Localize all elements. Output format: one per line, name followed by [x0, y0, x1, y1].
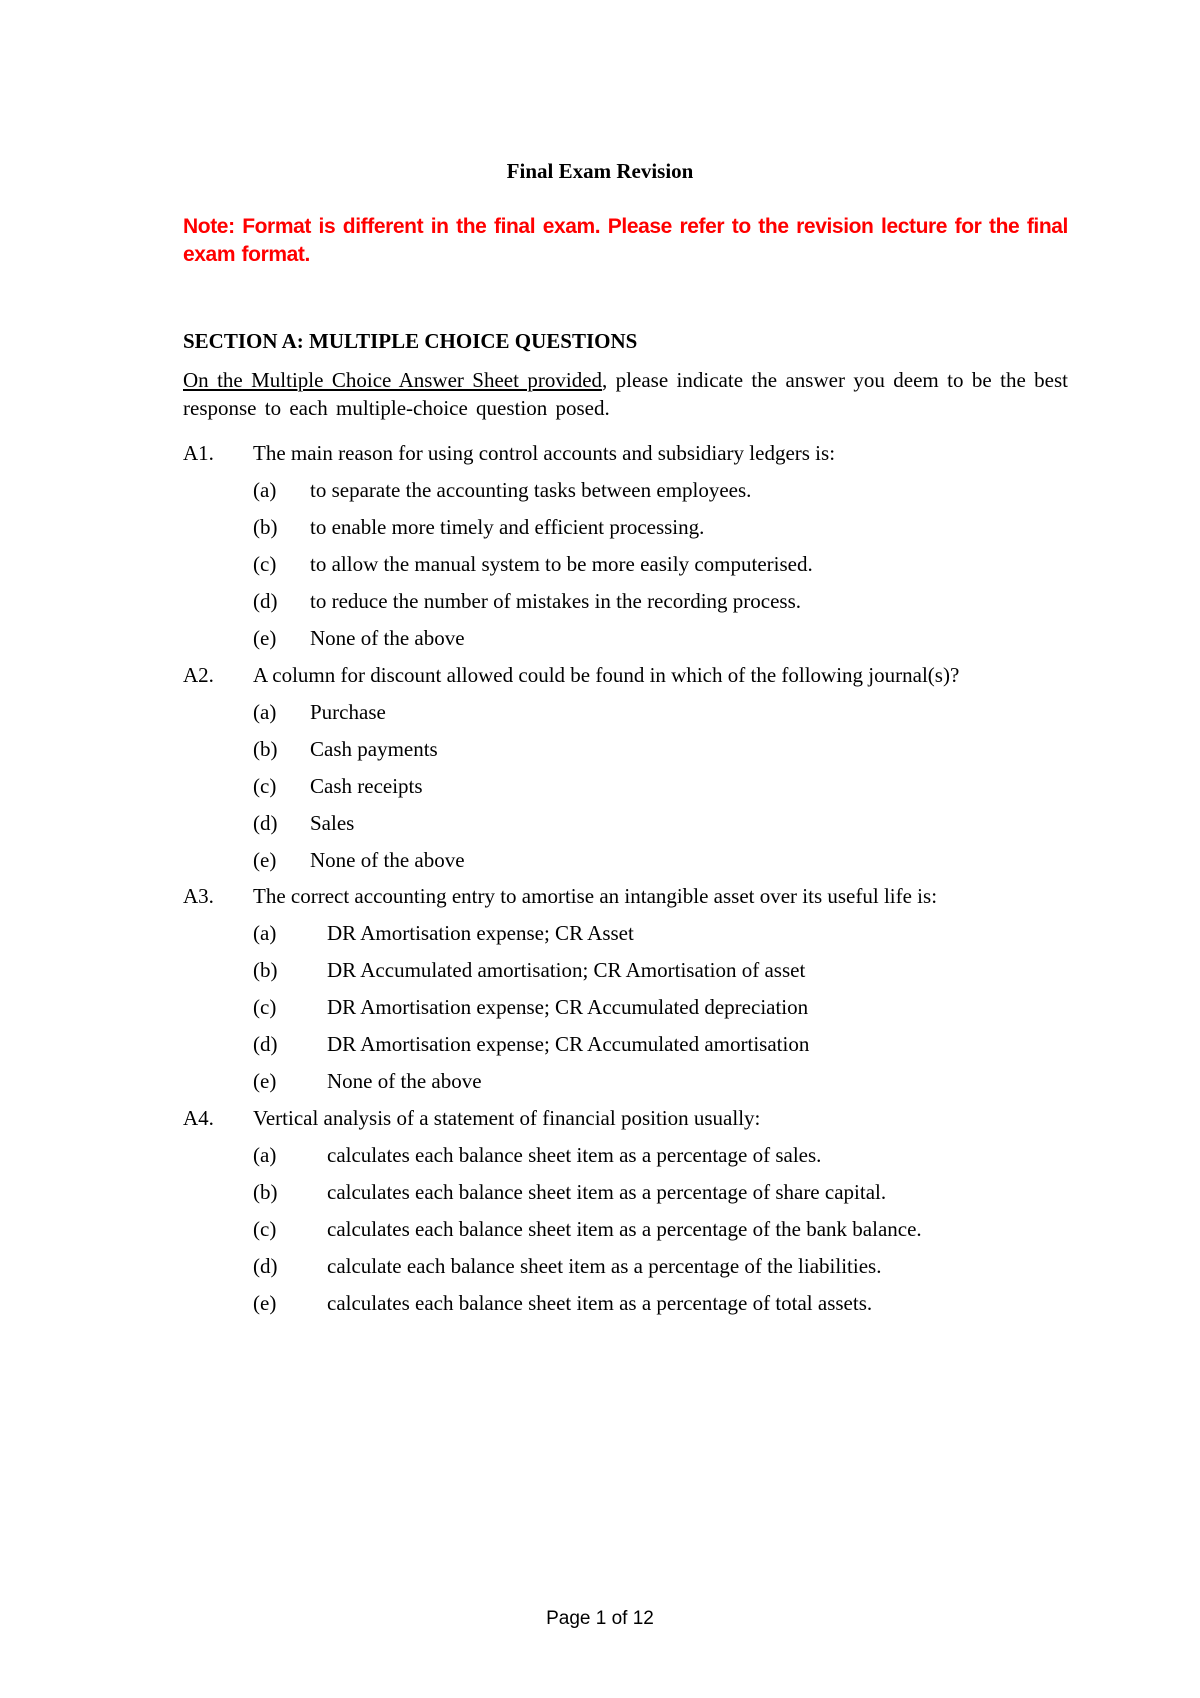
option-text: DR Amortisation expense; CR Asset	[327, 921, 634, 945]
option-text: Cash payments	[310, 737, 438, 761]
option-letter: (e)	[253, 1069, 277, 1093]
question-text: The main reason for using control accounts and subsidiary ledgers is:	[253, 441, 836, 465]
option-letter: (c)	[253, 995, 277, 1019]
option-letter: (c)	[253, 1217, 277, 1241]
option-letter: (e)	[253, 626, 277, 650]
option-text: calculates each balance sheet item as a percentage of total assets.	[327, 1291, 873, 1315]
question-number: A3.	[183, 884, 214, 908]
option-letter: (a)	[253, 478, 277, 502]
option-text: DR Amortisation expense; CR Accumulated depreciation	[327, 995, 809, 1019]
option-letter: (b)	[253, 515, 278, 539]
option-text: DR Amortisation expense; CR Accumulated amortisation	[327, 1032, 810, 1056]
answer-sheet-reference: On the Multiple Choice Answer Sheet provided	[183, 368, 603, 392]
option-text: to enable more timely and efficient processing.	[310, 515, 705, 539]
document-title: Final Exam Revision	[506, 159, 694, 183]
option-text: Purchase	[310, 700, 386, 724]
option-text: to reduce the number of mistakes in the recording process.	[310, 589, 802, 613]
option-letter: (a)	[253, 921, 277, 945]
option-text: calculates each balance sheet item as a percentage of share capital.	[327, 1180, 887, 1204]
option-letter: (d)	[253, 1032, 278, 1056]
option-text: calculates each balance sheet item as a percentage of sales.	[327, 1143, 822, 1167]
option-letter: (d)	[253, 589, 278, 613]
option-letter: (e)	[253, 848, 277, 872]
question-number: A2.	[183, 663, 214, 687]
option-text: None of the above	[327, 1069, 482, 1093]
question-text: A column for discount allowed could be found in which of the following journal(s)?	[253, 663, 960, 687]
option-text: None of the above	[310, 626, 465, 650]
option-letter: (e)	[253, 1291, 277, 1315]
page-number: Page 1 of 12	[546, 1608, 654, 1629]
option-text: Cash receipts	[310, 774, 423, 798]
option-letter: (b)	[253, 958, 278, 982]
option-text: to allow the manual system to be more easily computerised.	[310, 552, 813, 576]
instructions-text: , please indicate the answer you deem to be the best response to each multiple-choice question posed.	[183, 368, 1068, 420]
question-number: A4.	[183, 1106, 214, 1130]
question-text: Vertical analysis of a statement of financial position usually:	[253, 1106, 761, 1130]
option-text: to separate the accounting tasks between employees.	[310, 478, 752, 502]
option-letter: (b)	[253, 1180, 278, 1204]
option-letter: (d)	[253, 811, 278, 835]
option-text: Sales	[310, 811, 355, 835]
question-number: A1.	[183, 441, 214, 465]
question-text: The correct accounting entry to amortise an intangible asset over its useful life is:	[253, 884, 938, 908]
option-text: calculates each balance sheet item as a percentage of the bank balance.	[327, 1217, 922, 1241]
option-letter: (c)	[253, 552, 277, 576]
option-letter: (a)	[253, 1143, 277, 1167]
format-note: Note: Format is different in the final exam. Please refer to the revision lecture for the final exam format.	[183, 215, 1068, 266]
option-letter: (b)	[253, 737, 278, 761]
option-text: calculate each balance sheet item as a percentage of the liabilities.	[327, 1254, 882, 1278]
option-letter: (c)	[253, 774, 277, 798]
option-letter: (d)	[253, 1254, 278, 1278]
option-letter: (a)	[253, 700, 277, 724]
option-text: None of the above	[310, 848, 465, 872]
option-text: DR Accumulated amortisation; CR Amortisation of asset	[327, 958, 806, 982]
section-heading: SECTION A: MULTIPLE CHOICE QUESTIONS	[183, 329, 638, 353]
section-instructions	[183, 366, 1068, 422]
